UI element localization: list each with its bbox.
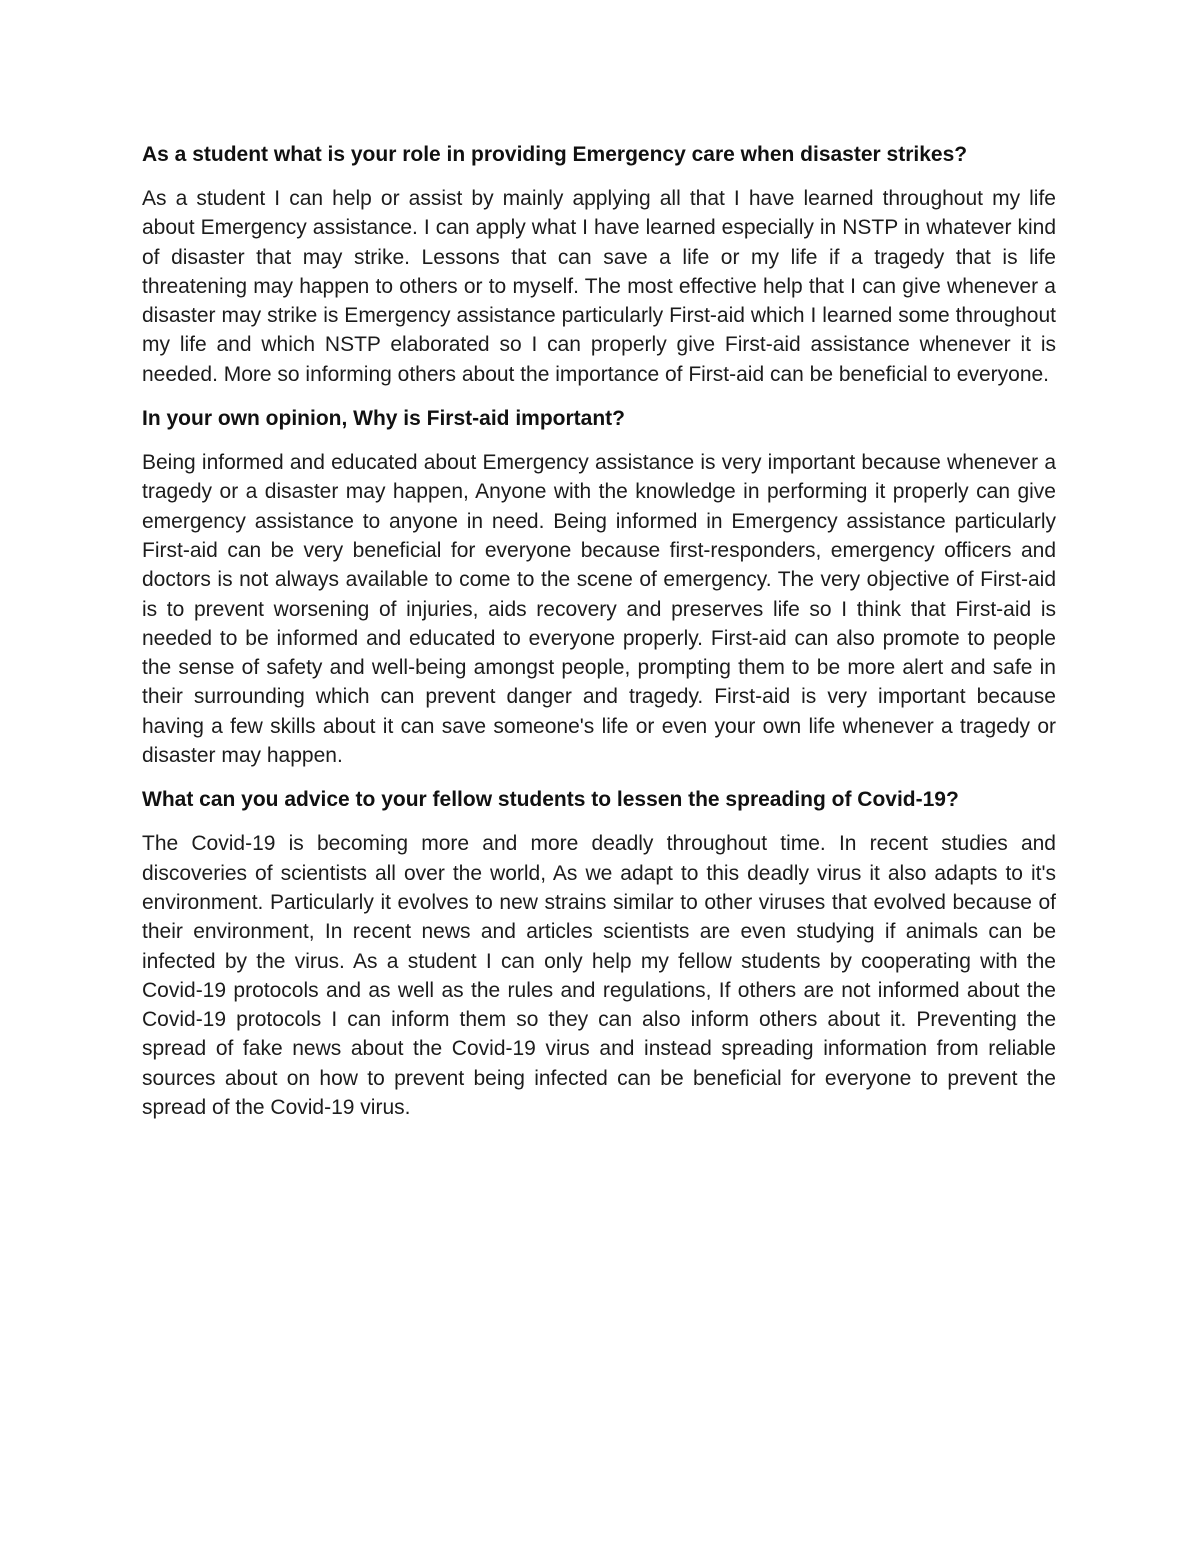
section-first-aid-importance bbox=[142, 404, 1056, 770]
question-heading: As a student what is your role in providing Emergency care when disaster strikes? bbox=[142, 143, 968, 166]
question-heading: What can you advice to your fellow students to lessen the spreading of Covid-19? bbox=[142, 788, 959, 812]
section-role-in-emergency-care bbox=[142, 140, 1056, 389]
answer-paragraph: As a student I can help or assist by mainly applying all that I have learned throughout my life about Emergency assistance. I can apply what I have learned especially in NSTP in whatever kind of disaster that may strike. Lessons that can save a life or my life if a tragedy that is life threatening may happen to others or to myself. The most effective help that I can give whenever a disaster may strike is Emergency assistance particularly First-aid which I learned some throughout my life and which NSTP elaborated so I can properly give First-aid assistance whenever it is needed. More so informing others about the importance of First-aid can be beneficial to everyone. bbox=[142, 187, 1056, 386]
answer-paragraph: The Covid-19 is becoming more and more deadly throughout time. In recent studies and discoveries of scientists all over the world, As we adapt to this deadly virus it also adapts to it's environment. Particularly it evolves to new strains similar to other viruses that evolved because of their environment, In recent news and articles scientists are even studying if animals can be infected by the virus. As a student I can only help my fellow students by cooperating with the Covid-19 protocols and as well as the rules and regulations, If others are not informed about the Covid-19 protocols I can inform them so they can also inform others about it. Preventing the spread of fake news about the Covid-19 virus and instead spreading information from reliable sources about on how to prevent being infected can be beneficial for everyone to prevent the spread of the Covid-19 virus. bbox=[142, 832, 1056, 1120]
question-heading: In your own opinion, Why is First-aid important? bbox=[142, 407, 625, 431]
document-page bbox=[142, 140, 1056, 1137]
answer-paragraph: Being informed and educated about Emergency assistance is very important because whenever a tragedy or a disaster may happen, Anyone with the knowledge in performing it properly can give emergency assistance to anyone in need. Being informed in Emergency assistance particularly First-aid can be very beneficial for everyone because first-responders, emergency officers and doctors is not always available to come to the scene of emergency. The very objective of First-aid is to prevent worsening of injuries, aids recovery and preserves life so I think that First-aid is needed to be informed and educated to everyone properly. First-aid can also promote to people the sense of safety and well-being amongst people, prompting them to be more alert and safe in their surrounding which can prevent danger and tragedy. First-aid is very important because having a few skills about it can save someone's life or even your own life whenever a tragedy or disaster may happen. bbox=[142, 451, 1056, 768]
section-covid-advice bbox=[142, 785, 1056, 1122]
